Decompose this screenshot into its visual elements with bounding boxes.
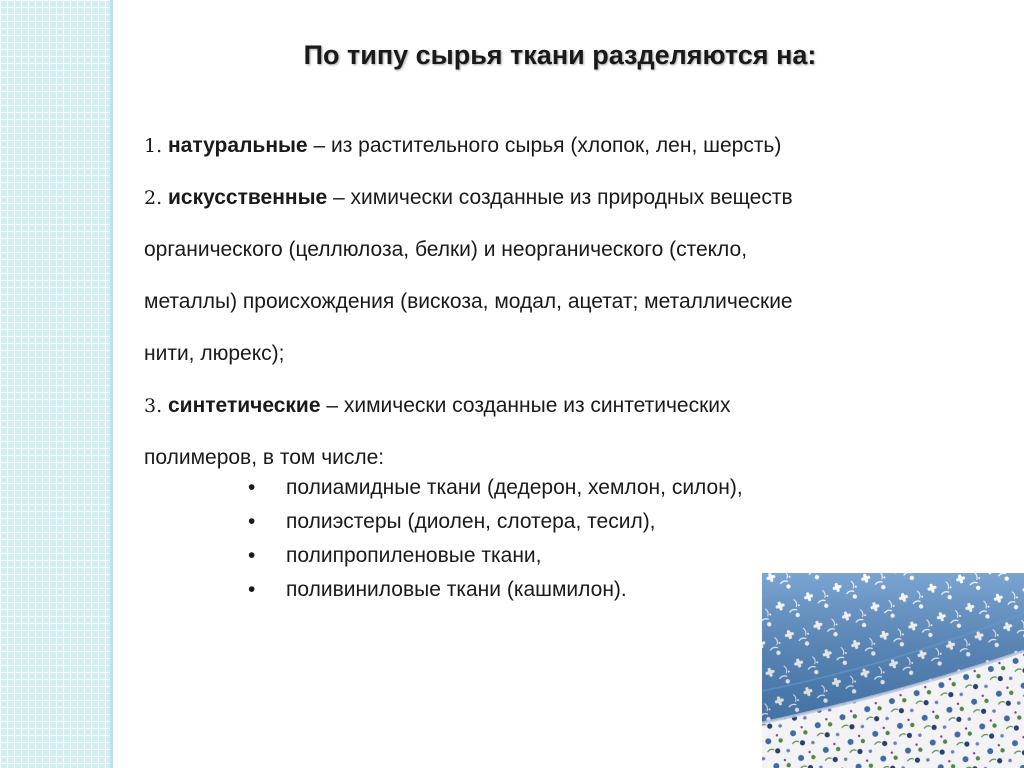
bullet-text: полиэстеры (диолен, слотера, тесил), (286, 510, 656, 533)
bullet-item (248, 471, 948, 505)
fabric-rolls-image (762, 573, 1024, 768)
bullet-icon: • (248, 510, 256, 533)
bullet-text: полипропиленовые ткани, (286, 544, 542, 567)
item-number: 1. (144, 135, 163, 157)
floral-fabric-illustration (762, 573, 1024, 768)
bullet-item (248, 505, 948, 539)
bullet-icon: • (248, 578, 256, 601)
item-term: натуральные (167, 134, 308, 157)
item-continuation-line: нити, люрекс); (144, 342, 285, 365)
item-continuation-line: металлы) происхождения (вискоза, модал, ацетат; металлические (144, 290, 793, 313)
bullet-icon: • (248, 476, 256, 499)
item-description: – химически созданные из природных веществ (327, 186, 793, 209)
item-term: синтетические (167, 394, 321, 417)
decorative-side-strip (0, 0, 113, 768)
slide-content (144, 120, 974, 484)
item-number: 3. (144, 395, 163, 417)
slide-title: По типу сырья ткани разделяются на: (303, 40, 817, 70)
item-number: 2. (144, 187, 163, 209)
item-description: – химически созданные из синтетических (320, 394, 731, 417)
bullet-text: поливиниловые ткани (кашмилон). (286, 578, 627, 601)
item-continuation-line: органического (целлюлоза, белки) и неорганического (стекло, (144, 238, 748, 261)
list-item-synthetic (144, 380, 974, 432)
item-description: – из растительного сырья (хлопок, лен, шерсть) (307, 134, 782, 157)
list-item-natural (144, 120, 974, 172)
item-term: искусственные (167, 186, 328, 209)
item-continuation-line: полимеров, в том числе: (144, 446, 385, 469)
bullet-item (248, 539, 948, 573)
bullet-icon: • (248, 544, 256, 567)
list-item-artificial (144, 172, 974, 224)
bullet-text: полиамидные ткани (дедерон, хемлон, силон), (286, 476, 743, 499)
